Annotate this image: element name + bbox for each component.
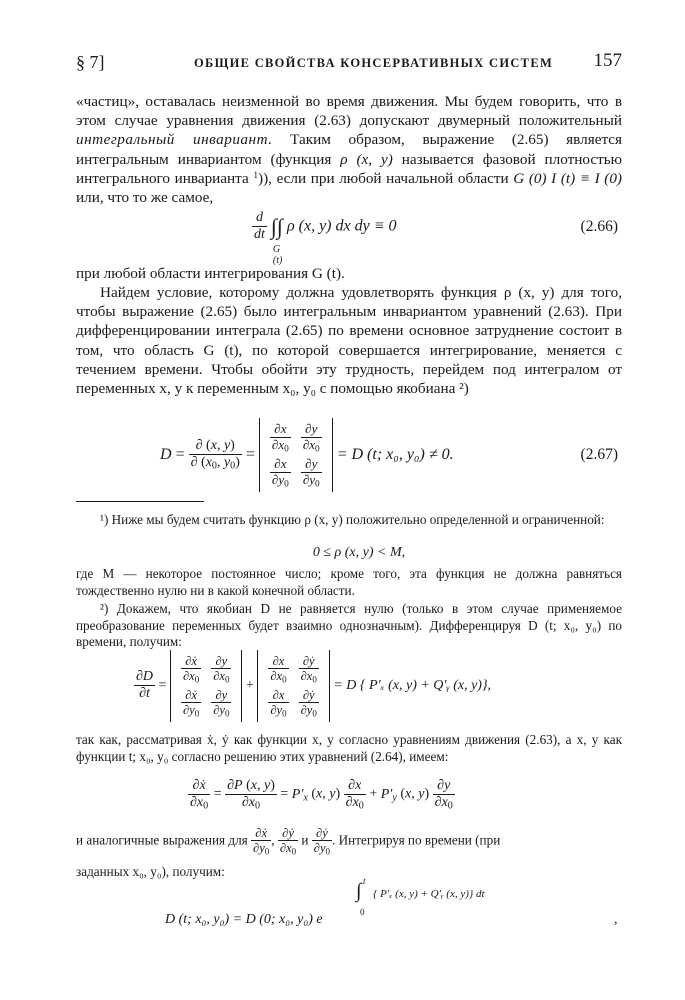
- para2-text: Найдем условие, которому должна удовлетворять функция ρ (x, y) для того, чтобы выражение (2.65) было интегральным инвариантом уравнений (2.63). При дифференцировании интеграла (2.65) по времени основное затруднение состоит в том, что область G (t), по которой совершается интегрирование, меняется с течением времени. Чтобы обойти эту трудность, перейдем под интегралом от переменных x, y к переменным x₀, y₀ с помощью якобиана ²): [76, 284, 622, 398]
- para1-text-a: «частиц», оставалась неизменной во время движения. Мы будем говорить, что в этом случае уравнения движения (2.63) допускают двумерный положительный: [76, 93, 622, 130]
- after-eq-266-text: при любой области интегрирования G (t).: [76, 265, 345, 282]
- para1-text-b: Таким образом, выражение (2.65) является интегральным инвариантом (функция: [76, 131, 622, 168]
- para1-math: G (0) I (t) ≡ I (0): [513, 169, 622, 187]
- para1-rho: ρ (x, y): [340, 150, 393, 168]
- similar-expressions-line: и аналогичные выражения для $\frac{\text{∂ẋ}}{\partial y_0}$ , $\frac{\text{∂ẏ}}{\partial x_0}$ и $\frac{\text{∂ẏ}}{\partial y_0}$ . Интегрируя по времени (при: [76, 826, 501, 857]
- para1-emphasis: интегральный инвариант.: [76, 131, 273, 149]
- xdot-derivative-equation: $\frac{\text{∂ẋ}}{\partial x_0}$ = $\frac{\partial P (x, y)}{\partial x_0}$ = $P'_x$ (x, y) $\frac{\partial x}{\partial x_0}$ + $P'_y$ (x, y) $\frac{\partial y}{\partial x_0}$: [190, 778, 453, 812]
- footnote-2-continued: [76, 732, 622, 765]
- double-integral: ∫∫ G (t): [270, 213, 283, 266]
- eq-266-number: (2.66): [580, 218, 618, 235]
- equation-2-66: [76, 210, 622, 266]
- para1-text-c: называется фазовой плотностью интегрального инварианта: [76, 150, 622, 187]
- jacobian-fraction: $\frac{\partial (x, y)}{\partial (x_0, y_0)}$: [190, 438, 240, 472]
- running-title: ОБЩИЕ СВОЙСТВА КОНСЕРВАТИВНЫХ СИСТЕМ: [194, 56, 554, 70]
- fn2-similar-b: Интегрируя по времени (при: [338, 832, 501, 848]
- fn1-inequality: 0 ≤ ρ (x, y) < M,: [312, 545, 406, 560]
- footnote-1: [76, 512, 622, 529]
- paragraph-1: [76, 92, 622, 207]
- eq-267-rhs: = D (t; x₀, y₀) ≠ 0.: [336, 445, 454, 463]
- fn2-after: так как, рассматривая ẋ, ẏ как функции x, y согласно уравнениям движения (2.63), а x, y как функции t; x₀, y₀ согласно решению этих уравнений (2.64), имеем:: [76, 732, 622, 764]
- final-exponent: { P′ₓ (x, y) + Q′ᵧ (x, y)} dt: [373, 888, 485, 900]
- footnote-1-continued: [76, 566, 622, 599]
- determinant-1: $\frac{\text{∂ẋ}}{\partial x_0}$ $\frac{\partial y}{\partial x_0}$ $\frac{\text{∂ẋ}}{\partial y_0}$ $\frac{\partial y}{\partial y_0}$: [170, 650, 243, 722]
- determinant-2: $\frac{\partial x}{\partial x_0}$ $\frac{\text{∂ẏ}}{\partial x_0}$ $\frac{\partial x}{\partial y_0}$ $\frac{\text{∂ẏ}}{\partial y_0}$: [257, 650, 330, 722]
- jacobian-determinant: $\frac{\partial x}{\partial x_0}$ $\frac{\partial y}{\partial x_0}$ $\frac{\partial x}{\partial y_0}$ $\frac{\partial y}{\partial y_0}$: [259, 418, 333, 492]
- exponent-integral-sign: ∫: [356, 880, 362, 902]
- para1-text-d: )), если при любой начальной области: [258, 169, 514, 187]
- running-header: [76, 50, 622, 74]
- dD-dt-rhs: = D { P′ₓ (x, y) + Q′ᵧ (x, y)},: [333, 677, 492, 693]
- equation-2-67: D = $\frac{\partial (x, y)}{\partial (x_0, y_0)}$ = $\frac{\partial x}{\partial x_0}$ $\frac{\partial y}{\partial x_0}$ $\frac{\partial x}{\partial y_0}$ $\frac{\partial y}{\partial y_0}$ = D (t; x₀, y₀) ≠ 0. (2.67): [76, 416, 622, 496]
- final-exponential-equation: D (t; x₀, y₀) = D (0; x₀, y₀) e ∫ t 0 { P′ₓ (x, y) + Q′ᵧ (x, y)} dt ,: [165, 876, 618, 927]
- footnote-rule: [76, 501, 204, 502]
- fn1-text: ¹) Ниже мы будем считать функцию ρ (x, y) положительно определенной и ограниченной:: [100, 512, 605, 527]
- para1-text-e: или, что то же самое,: [76, 189, 214, 207]
- after-eq-266: [76, 264, 622, 283]
- para1-note-ref: 1: [253, 170, 259, 181]
- section-marker: § 7]: [76, 52, 105, 72]
- given-line: [76, 864, 622, 881]
- fn2-similar-a: и аналогичные выражения для: [76, 832, 248, 848]
- final-lhs: D (t; x₀, y₀) = D (0; x₀, y₀) e: [165, 912, 323, 927]
- footnote-2: [76, 601, 622, 651]
- fn2-text: ²) Докажем, что якобиан D не равняется нулю (только в этом случае применяемое преобразование переменных будет взаимно однозначным). Дифференцируя D (t; x₀, y₀) по времени, получим:: [76, 601, 622, 649]
- final-tail: ,: [614, 912, 618, 927]
- eq-267-number: (2.67): [580, 446, 618, 463]
- dD-dt-equation: $\frac{\partial D}{\partial t}$ = $\frac{\text{∂ẋ}}{\partial x_0}$ $\frac{\partial y}{\partial x_0}$ $\frac{\text{∂ẋ}}{\partial y_0}$ $\frac{\partial y}{\partial y_0}$ + $\frac{\partial x}{\partial x_0}$ $\frac{\text{∂ẏ}}{\partial x_0}$ $\frac{\partial x}{\partial y_0}$ $\frac{\text{∂ẏ}}{\partial y_0}$ = D { P′ₓ (x, y) + Q′ᵧ (x, y)},: [76, 650, 622, 726]
- page-number: 157: [593, 50, 622, 71]
- eq-266-integrand: ρ (x, y) dx dy ≡ 0: [286, 217, 397, 235]
- paragraph-2: [76, 283, 622, 398]
- fn2-given: заданных x₀, y₀), получим:: [76, 864, 225, 879]
- d-dt-fraction: $\frac{d}{dt}$: [254, 210, 265, 243]
- fn1-after: где M — некоторое постоянное число; кроме того, эта функция не должна равняться тождественно нулю ни в какой конечной области.: [76, 566, 622, 598]
